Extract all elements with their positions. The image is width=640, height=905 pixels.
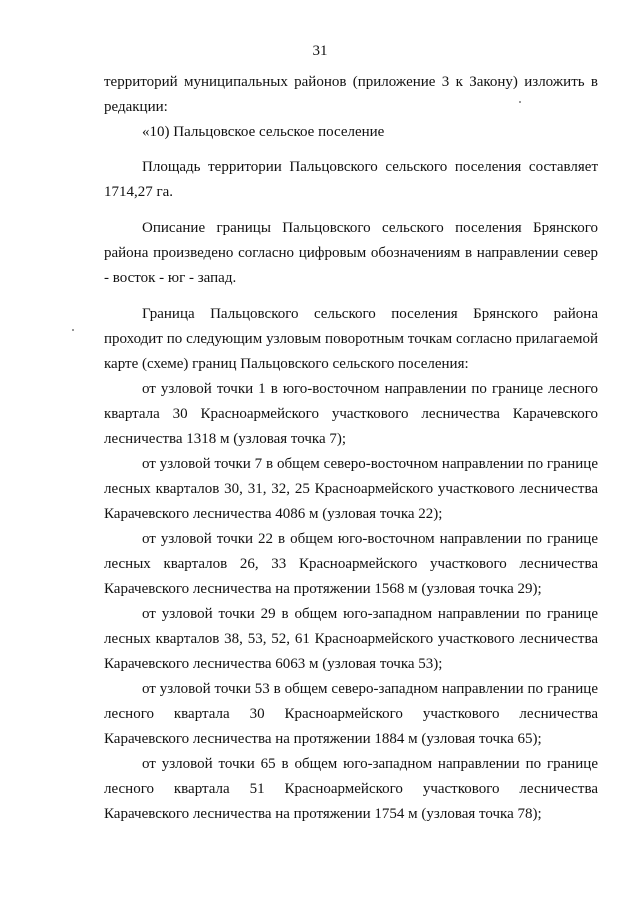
- paragraph-boundary-description: Описание границы Пальцовского сельского поселения Брянского района произведено согласно цифровым обозначениям в направлении север - восток - юг - запад.: [104, 220, 598, 286]
- paragraph-segment-4: от узловой точки 29 в общем юго-западном направлении по границе лесных кварталов 38, 53, 52, 61 Красноармейского участкового лесничества Карачевского лесничества 6063 м (узловая точка 53);: [104, 606, 598, 672]
- paragraph-area: Площадь территории Пальцовского сельского поселения составляет 1714,27 га.: [104, 159, 598, 200]
- paragraph-boundary-points: Граница Пальцовского сельского поселения Брянского района проходит по следующим узловым поворотным точкам согласно прилагаемой карте (схеме) границ Пальцовского сельского поселения:: [104, 306, 598, 372]
- scan-speck: [72, 329, 74, 331]
- paragraph-settlement-heading: «10) Пальцовское сельское поселение: [142, 124, 385, 140]
- paragraph-intro: территорий муниципальных районов (приложение 3 к Закону) изложить в редакции:: [104, 74, 598, 115]
- paragraph-segment-1: от узловой точки 1 в юго-восточном направлении по границе лесного квартала 30 Красноармейского участкового лесничества Карачевского лесничества 1318 м (узловая точка 7);: [104, 381, 598, 447]
- paragraph-segment-2: от узловой точки 7 в общем северо-восточном направлении по границе лесных кварталов 30, 31, 32, 25 Красноармейского участкового лесничества Карачевского лесничества 4086 м (узловая точка 22);: [104, 456, 598, 522]
- paragraph-segment-5: от узловой точки 53 в общем северо-западном направлении по границе лесного квартала 30 Красноармейского участкового лесничества Карачевского лесничества на протяжении 1884 м (узловая точка 65);: [104, 681, 598, 747]
- paragraph-segment-3: от узловой точки 22 в общем юго-восточном направлении по границе лесных кварталов 26, 33 Красноармейского участкового лесничества Карачевского лесничества на протяжении 1568 м (узловая точка 29);: [104, 531, 598, 597]
- page-number: 31: [312, 43, 328, 59]
- document-body: [104, 70, 598, 827]
- scan-speck: [519, 101, 521, 103]
- paragraph-segment-6: от узловой точки 65 в общем юго-западном направлении по границе лесного квартала 51 Красноармейского участкового лесничества Карачевского лесничества на протяжении 1754 м (узловая точка 78);: [104, 756, 598, 822]
